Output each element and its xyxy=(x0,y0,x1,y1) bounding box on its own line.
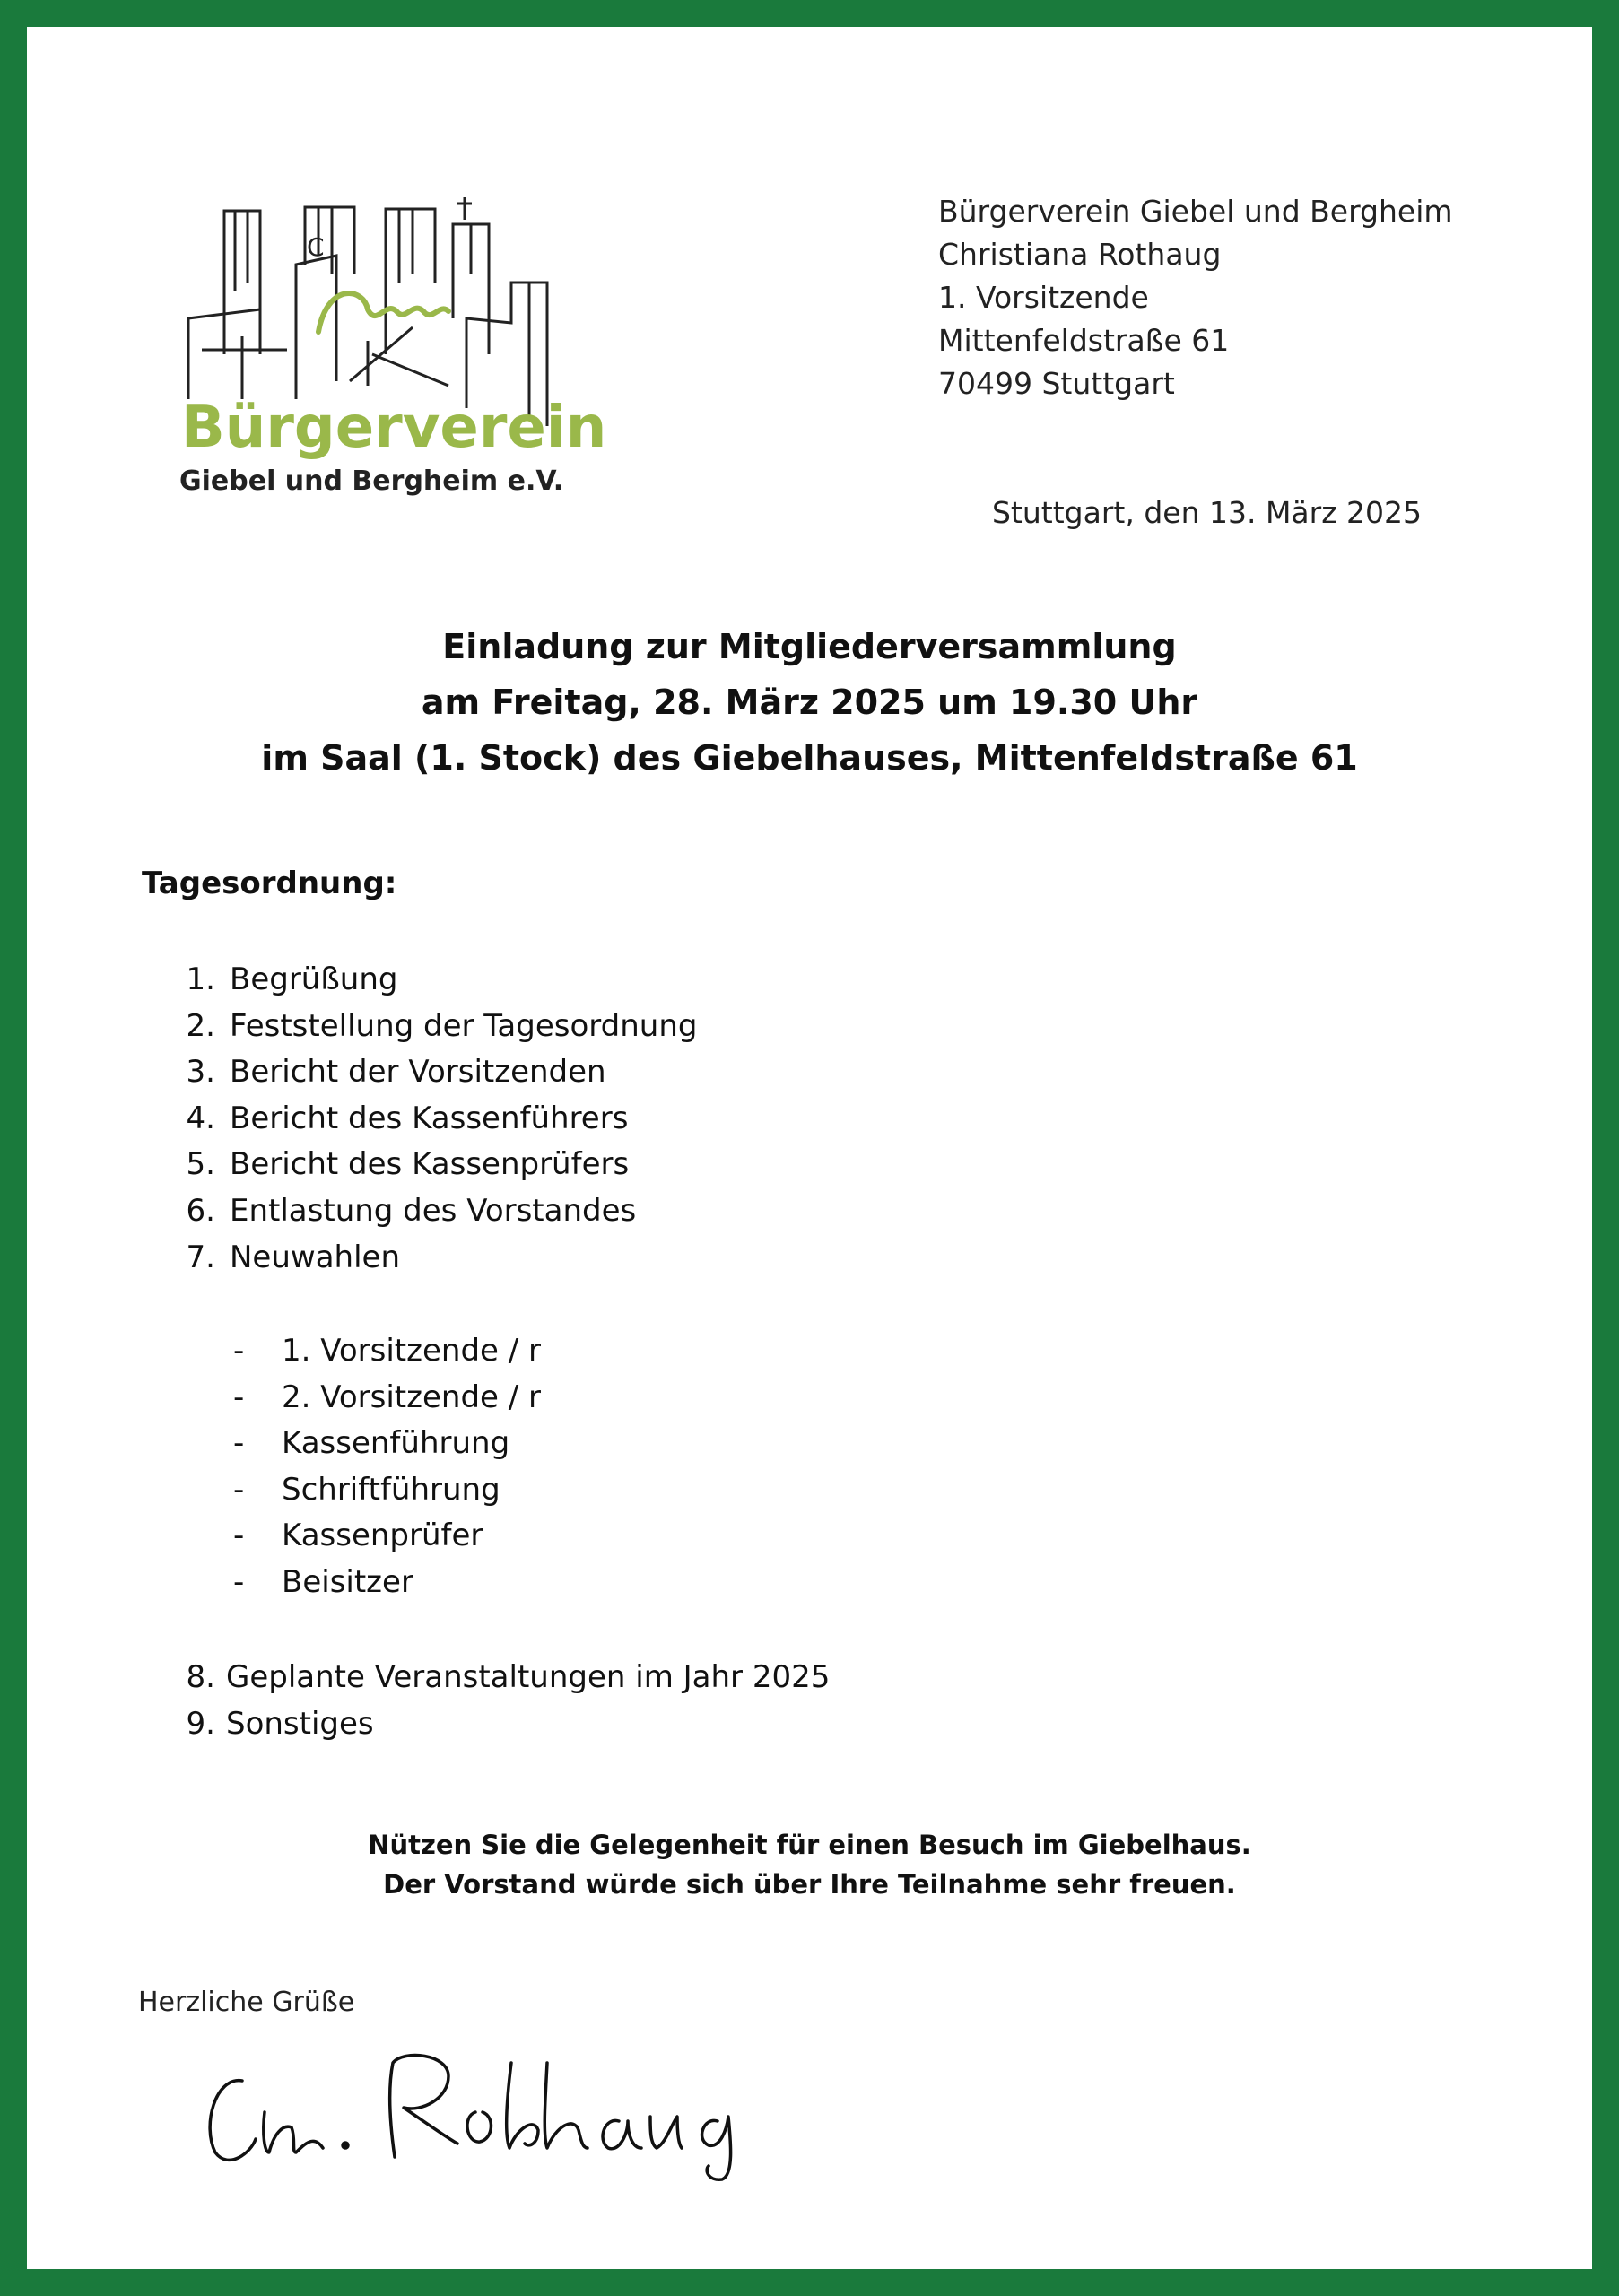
closing-line: Der Vorstand würde sich über Ihre Teilnahme sehr freuen. xyxy=(383,1869,1236,1900)
closing-line: Nützen Sie die Gelegenheit für einen Besuch im Giebelhaus. xyxy=(368,1830,1251,1860)
agenda-text: Bericht des Kassenprüfers xyxy=(230,1146,630,1182)
sublist-dash: - xyxy=(233,1379,245,1415)
agenda-number: 1. xyxy=(186,961,215,997)
sublist-dash: - xyxy=(233,1333,245,1369)
sender-line: 70499 Stuttgart xyxy=(938,366,1175,401)
agenda-number: 5. xyxy=(186,1146,215,1182)
sublist-text: Kassenführung xyxy=(282,1425,510,1461)
greeting: Herzliche Grüße xyxy=(138,1987,355,2018)
sender-line: Bürgerverein Giebel und Bergheim xyxy=(938,194,1453,229)
agenda-title: Tagesordnung: xyxy=(142,865,397,901)
heading-line: am Freitag, 28. März 2025 um 19.30 Uhr xyxy=(421,683,1198,722)
heading-line: im Saal (1. Stock) des Giebelhauses, Mittenfeldstraße 61 xyxy=(261,738,1358,778)
sublist-text: Kassenprüfer xyxy=(282,1518,483,1553)
agenda-number: 2. xyxy=(186,1008,215,1044)
sublist-dash: - xyxy=(233,1472,245,1508)
logo-wordmark: Bürgerverein xyxy=(181,395,607,461)
logo-letter: C xyxy=(307,232,325,262)
sublist-text: Beisitzer xyxy=(282,1564,413,1600)
sublist-text: 1. Vorsitzende / r xyxy=(282,1333,541,1369)
letter-page xyxy=(27,27,1592,2269)
agenda-number: 7. xyxy=(186,1239,215,1275)
agenda-text: Bericht des Kassenführers xyxy=(230,1100,629,1136)
invitation-heading xyxy=(27,619,1592,786)
agenda-text: Neuwahlen xyxy=(230,1239,401,1275)
sublist-dash: - xyxy=(233,1518,245,1553)
agenda-number: 8. xyxy=(186,1659,215,1695)
sender-line: Christiana Rothaug xyxy=(938,237,1222,272)
sublist-text: Schriftführung xyxy=(282,1472,500,1508)
sublist-dash: - xyxy=(233,1564,245,1600)
closing-note xyxy=(0,1825,1619,1904)
agenda-text: Geplante Veranstaltungen im Jahr 2025 xyxy=(226,1659,831,1695)
agenda-number: 4. xyxy=(186,1100,215,1136)
agenda-text: Begrüßung xyxy=(230,961,398,997)
sublist-text: 2. Vorsitzende / r xyxy=(282,1379,541,1415)
sublist-dash: - xyxy=(233,1425,245,1461)
letter-date: Stuttgart, den 13. März 2025 xyxy=(991,495,1422,530)
handwritten-signature xyxy=(179,2027,825,2188)
agenda-text: Bericht der Vorsitzenden xyxy=(230,1054,606,1090)
agenda-number: 9. xyxy=(186,1706,215,1742)
sender-line: 1. Vorsitzende xyxy=(938,280,1149,315)
agenda-number: 6. xyxy=(186,1193,215,1229)
heading-line: Einladung zur Mitgliederversammlung xyxy=(442,627,1177,666)
agenda-number: 3. xyxy=(186,1054,215,1090)
agenda-text: Entlastung des Vorstandes xyxy=(230,1193,637,1229)
logo-subtitle: Giebel und Bergheim e.V. xyxy=(179,465,564,497)
sender-address xyxy=(938,190,1453,405)
agenda-text: Sonstiges xyxy=(226,1706,374,1742)
agenda-text: Feststellung der Tagesordnung xyxy=(230,1008,698,1044)
sender-line: Mittenfeldstraße 61 xyxy=(938,323,1230,358)
